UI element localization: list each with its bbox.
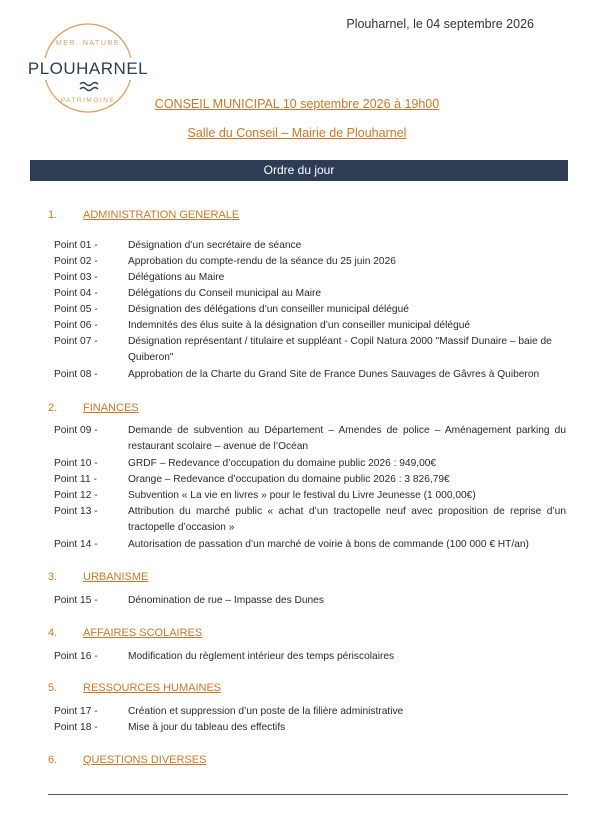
section-heading: [48, 627, 202, 639]
section-heading: [48, 571, 148, 583]
point-number: Point 06 -: [54, 320, 98, 331]
point-number: Point 15 -: [54, 595, 98, 606]
svg-text:PATRIMOINE: PATRIMOINE: [60, 97, 116, 104]
section-heading: [48, 682, 221, 694]
section-number: 2.: [48, 402, 58, 414]
point-text: Autorisation de passation d’un marché de voirie à bons de commande (100 000 € HT/an): [128, 539, 529, 550]
point-text: Délégations au Maire: [128, 272, 225, 283]
point-number: Point 08 -: [54, 369, 98, 380]
point-number: Point 13 -: [54, 506, 98, 517]
point-number: Point 09 -: [54, 425, 98, 436]
bottom-divider: [48, 794, 568, 795]
point-number: Point 07 -: [54, 336, 98, 347]
point-number: Point 18 -: [54, 722, 98, 733]
section-label: FINANCES: [83, 402, 139, 414]
section-heading: [48, 754, 206, 766]
point-text: Subvention « La vie en livres » pour le festival du Livre Jeunesse (1 000,00€): [128, 490, 476, 501]
point-number: Point 12 -: [54, 490, 98, 501]
section-heading: [48, 402, 139, 414]
point-text: Désignation des délégations d’un conseiller municipal délégué: [128, 304, 409, 315]
section-heading: [48, 209, 239, 221]
point-number: Point 05 -: [54, 304, 98, 315]
point-text: Approbation du compte-rendu de la séance du 25 juin 2026: [128, 256, 396, 267]
point-number: Point 10 -: [54, 458, 98, 469]
section-number: 4.: [48, 627, 58, 639]
point-text: Approbation de la Charte du Grand Site de France Dunes Sauvages de Gâvres à Quiberon: [128, 369, 540, 380]
meeting-title: CONSEIL MUNICIPAL 10 septembre 2026 à 19h00: [154, 97, 440, 111]
section-label: QUESTIONS DIVERSES: [83, 754, 207, 766]
document-date: Plouharnel, le 04 septembre 2026: [346, 17, 534, 31]
point-text: GRDF – Redevance d’occupation du domaine public 2026 : 949,00€: [128, 458, 437, 469]
point-text: Orange – Redevance d’occupation du domaine public 2026 : 3 826,79€: [128, 474, 450, 485]
point-number: Point 02 -: [54, 256, 98, 267]
section-label: URBANISME: [83, 571, 149, 583]
svg-text:PLOUHARNEL: PLOUHARNEL: [27, 59, 149, 78]
point-text: Indemnités des élus suite à la désignation d’un conseiller municipal délégué: [128, 320, 471, 331]
point-text: Dénomination de rue – Impasse des Dunes: [128, 595, 324, 606]
point-number: Point 03 -: [54, 272, 98, 283]
section-number: 6.: [48, 754, 58, 766]
section-label: AFFAIRES SCOLAIRES: [83, 627, 203, 639]
svg-text:MER. NATURE: MER. NATURE: [55, 40, 121, 47]
section-label: ADMINISTRATION GENERALE: [83, 209, 240, 221]
point-text: Demande de subvention au Département – Amendes de police – Aménagement parking du restaurant scolaire – avenue de l’Océan: [128, 425, 566, 452]
section-number: 1.: [48, 209, 58, 221]
section-label: RESSOURCES HUMAINES: [83, 682, 222, 694]
point-number: Point 17 -: [54, 706, 98, 717]
point-text: Désignation d’un secrétaire de séance: [128, 240, 302, 251]
section-number: 3.: [48, 571, 58, 583]
point-text: Modification du règlement intérieur des temps périscolaires: [128, 651, 395, 662]
point-number: Point 11 -: [54, 474, 97, 485]
point-number: Point 04 -: [54, 288, 98, 299]
section-number: 5.: [48, 682, 58, 694]
point-text: Création et suppression d’un poste de la filière administrative: [128, 706, 404, 717]
point-number: Point 16 -: [54, 651, 98, 662]
point-text: Délégations du Conseil municipal au Maire: [128, 288, 322, 299]
point-text: Désignation représentant / titulaire et suppléant - Copil Natura 2000 "Massif Dunaire – baie de Quiberon": [128, 336, 552, 363]
point-text: Mise à jour du tableau des effectifs: [128, 722, 286, 733]
meeting-location: Salle du Conseil – Mairie de Plouharnel: [187, 126, 407, 140]
point-number: Point 14 -: [54, 539, 98, 550]
agenda-heading-band: Ordre du jour: [30, 160, 568, 181]
point-text: Attribution du marché public « achat d’un tractopelle neuf avec proposition de reprise d’un tractopelle d’occasion »: [128, 506, 566, 533]
point-number: Point 01 -: [54, 240, 98, 251]
